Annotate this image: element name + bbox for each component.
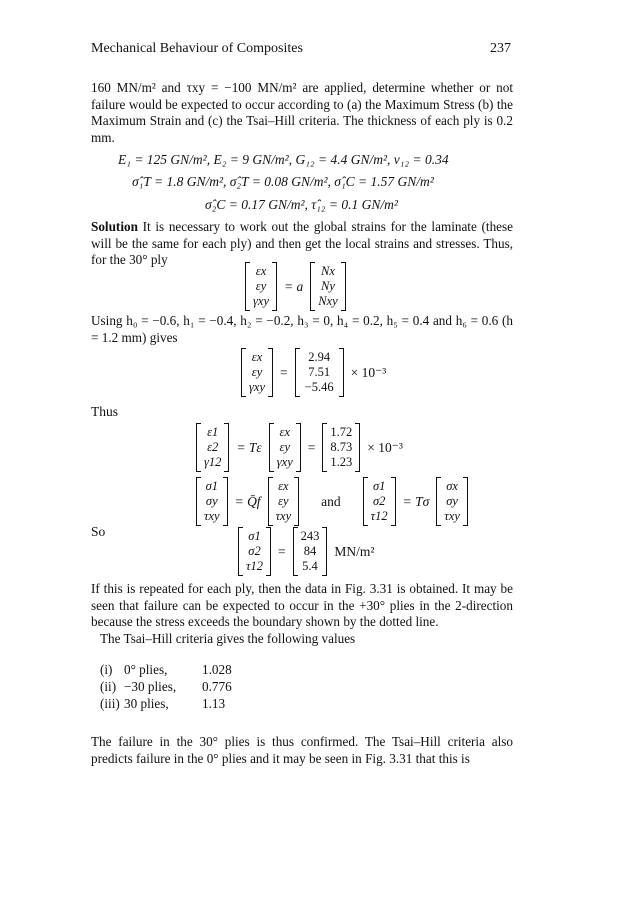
equation-strain-values: εx εy γxy = 2.94 7.51 −5.46 × 10⁻³ (241, 348, 393, 397)
global-stress-vector: σx σy τxy (436, 477, 468, 526)
thus-label: Thus (91, 404, 118, 419)
strain-values-vector: 2.94 7.51 −5.46 (295, 348, 344, 397)
tsai-hill-list (100, 661, 232, 712)
final-paragraph: The failure in the 30° plies is thus confirmed. The Tsai–Hill criteria also predicts failure in the 0° plies and it may be seen in Fig. 3.31 that this is (91, 734, 513, 766)
properties-line-1: E₁ = 125 GN/m², E₂ = 9 GN/m², G₁₂ = 4.4 GN/m², ν₁₂ = 0.34 (118, 152, 449, 167)
equation-local-strains: ε1 ε2 γ12 = Tε εx εy γxy = 1.72 8.73 1.23 × 10⁻³ (196, 423, 410, 472)
list-item: (i) 0° plies, 1.028 (100, 662, 232, 677)
factor-1e-3: × 10⁻³ (350, 364, 387, 380)
strain-vector: εx εy τxy (268, 477, 300, 526)
tsai-hill-intro: The Tsai–Hill criteria gives the following values (100, 631, 356, 646)
strain-vector: εx εy γxy (241, 348, 273, 397)
equation-stress-transform: σ1 σy τxy = Q̄f εx εy τxy and σ1 σ2 τ12 = Tσ σx σy τxy (196, 477, 468, 526)
so-label: So (91, 524, 106, 539)
local-stress-vector: σ1 σ2 τ12 (363, 477, 396, 526)
intro-paragraph: 160 MN/m² and τxy = −100 MN/m² are applied, determine whether or not failure would be expected to occur according to (a) the Maximum Stress (b) the Maximum Strain and (c) the Tsai–Hill criteria. The thickness of each ply is 0.2 mm. (91, 80, 513, 145)
result-paragraph: If this is repeated for each ply, then the data in Fig. 3.31 is obtained. It may be seen that failure can be expected to occur in the +30° plies in the 2-direction because the stress exceeds the boundary shown by the dotted line. (91, 581, 513, 629)
properties-line-2: σ̂₁T = 1.8 GN/m², σ̂₂T = 0.08 GN/m², σ̂₁C = 1.57 GN/m² (132, 174, 434, 189)
equals-a: = a (284, 278, 304, 294)
solution-text: It is necessary to work out the global strains for the laminate (these will be the same for each ply) and then get the local strains and stresses. Thus, for the 30° ply (91, 219, 513, 267)
equation-local-stresses: σ1 σ2 τ12 = 243 84 5.4 MN/m² (238, 527, 381, 576)
force-vector: Nx Ny Nxy (310, 262, 345, 311)
local-stress-values: 243 84 5.4 (293, 527, 328, 576)
page-number: 237 (490, 41, 511, 56)
using-paragraph: Using h₀ = −0.6, h₁ = −0.4, h₂ = −0.2, h₃ = 0, h₄ = 0.2, h₅ = 0.4 and h₆ = 0.6 (h = 1.2 mm) gives (91, 313, 513, 345)
local-strain-vector: ε1 ε2 γ12 (196, 423, 229, 472)
stress-unit: MN/m² (334, 543, 375, 559)
global-strain-vector: εx εy γxy (269, 423, 301, 472)
running-title: Mechanical Behaviour of Composites (91, 41, 303, 56)
stress-vector: σ1 σy τxy (196, 477, 228, 526)
properties-line-3: σ̂₂C = 0.17 GN/m², τ̂₁₂ = 0.1 GN/m² (205, 197, 398, 212)
local-stress-vector: σ1 σ2 τ12 (238, 527, 271, 576)
strain-vector: εx εy γxy (245, 262, 277, 311)
list-item: (ii) −30 plies, 0.776 (100, 679, 232, 694)
local-strain-values: 1.72 8.73 1.23 (322, 423, 360, 472)
solution-label: Solution (91, 219, 138, 234)
list-item: (iii) 30 plies, 1.13 (100, 696, 226, 711)
equation-global-strains (245, 262, 346, 311)
